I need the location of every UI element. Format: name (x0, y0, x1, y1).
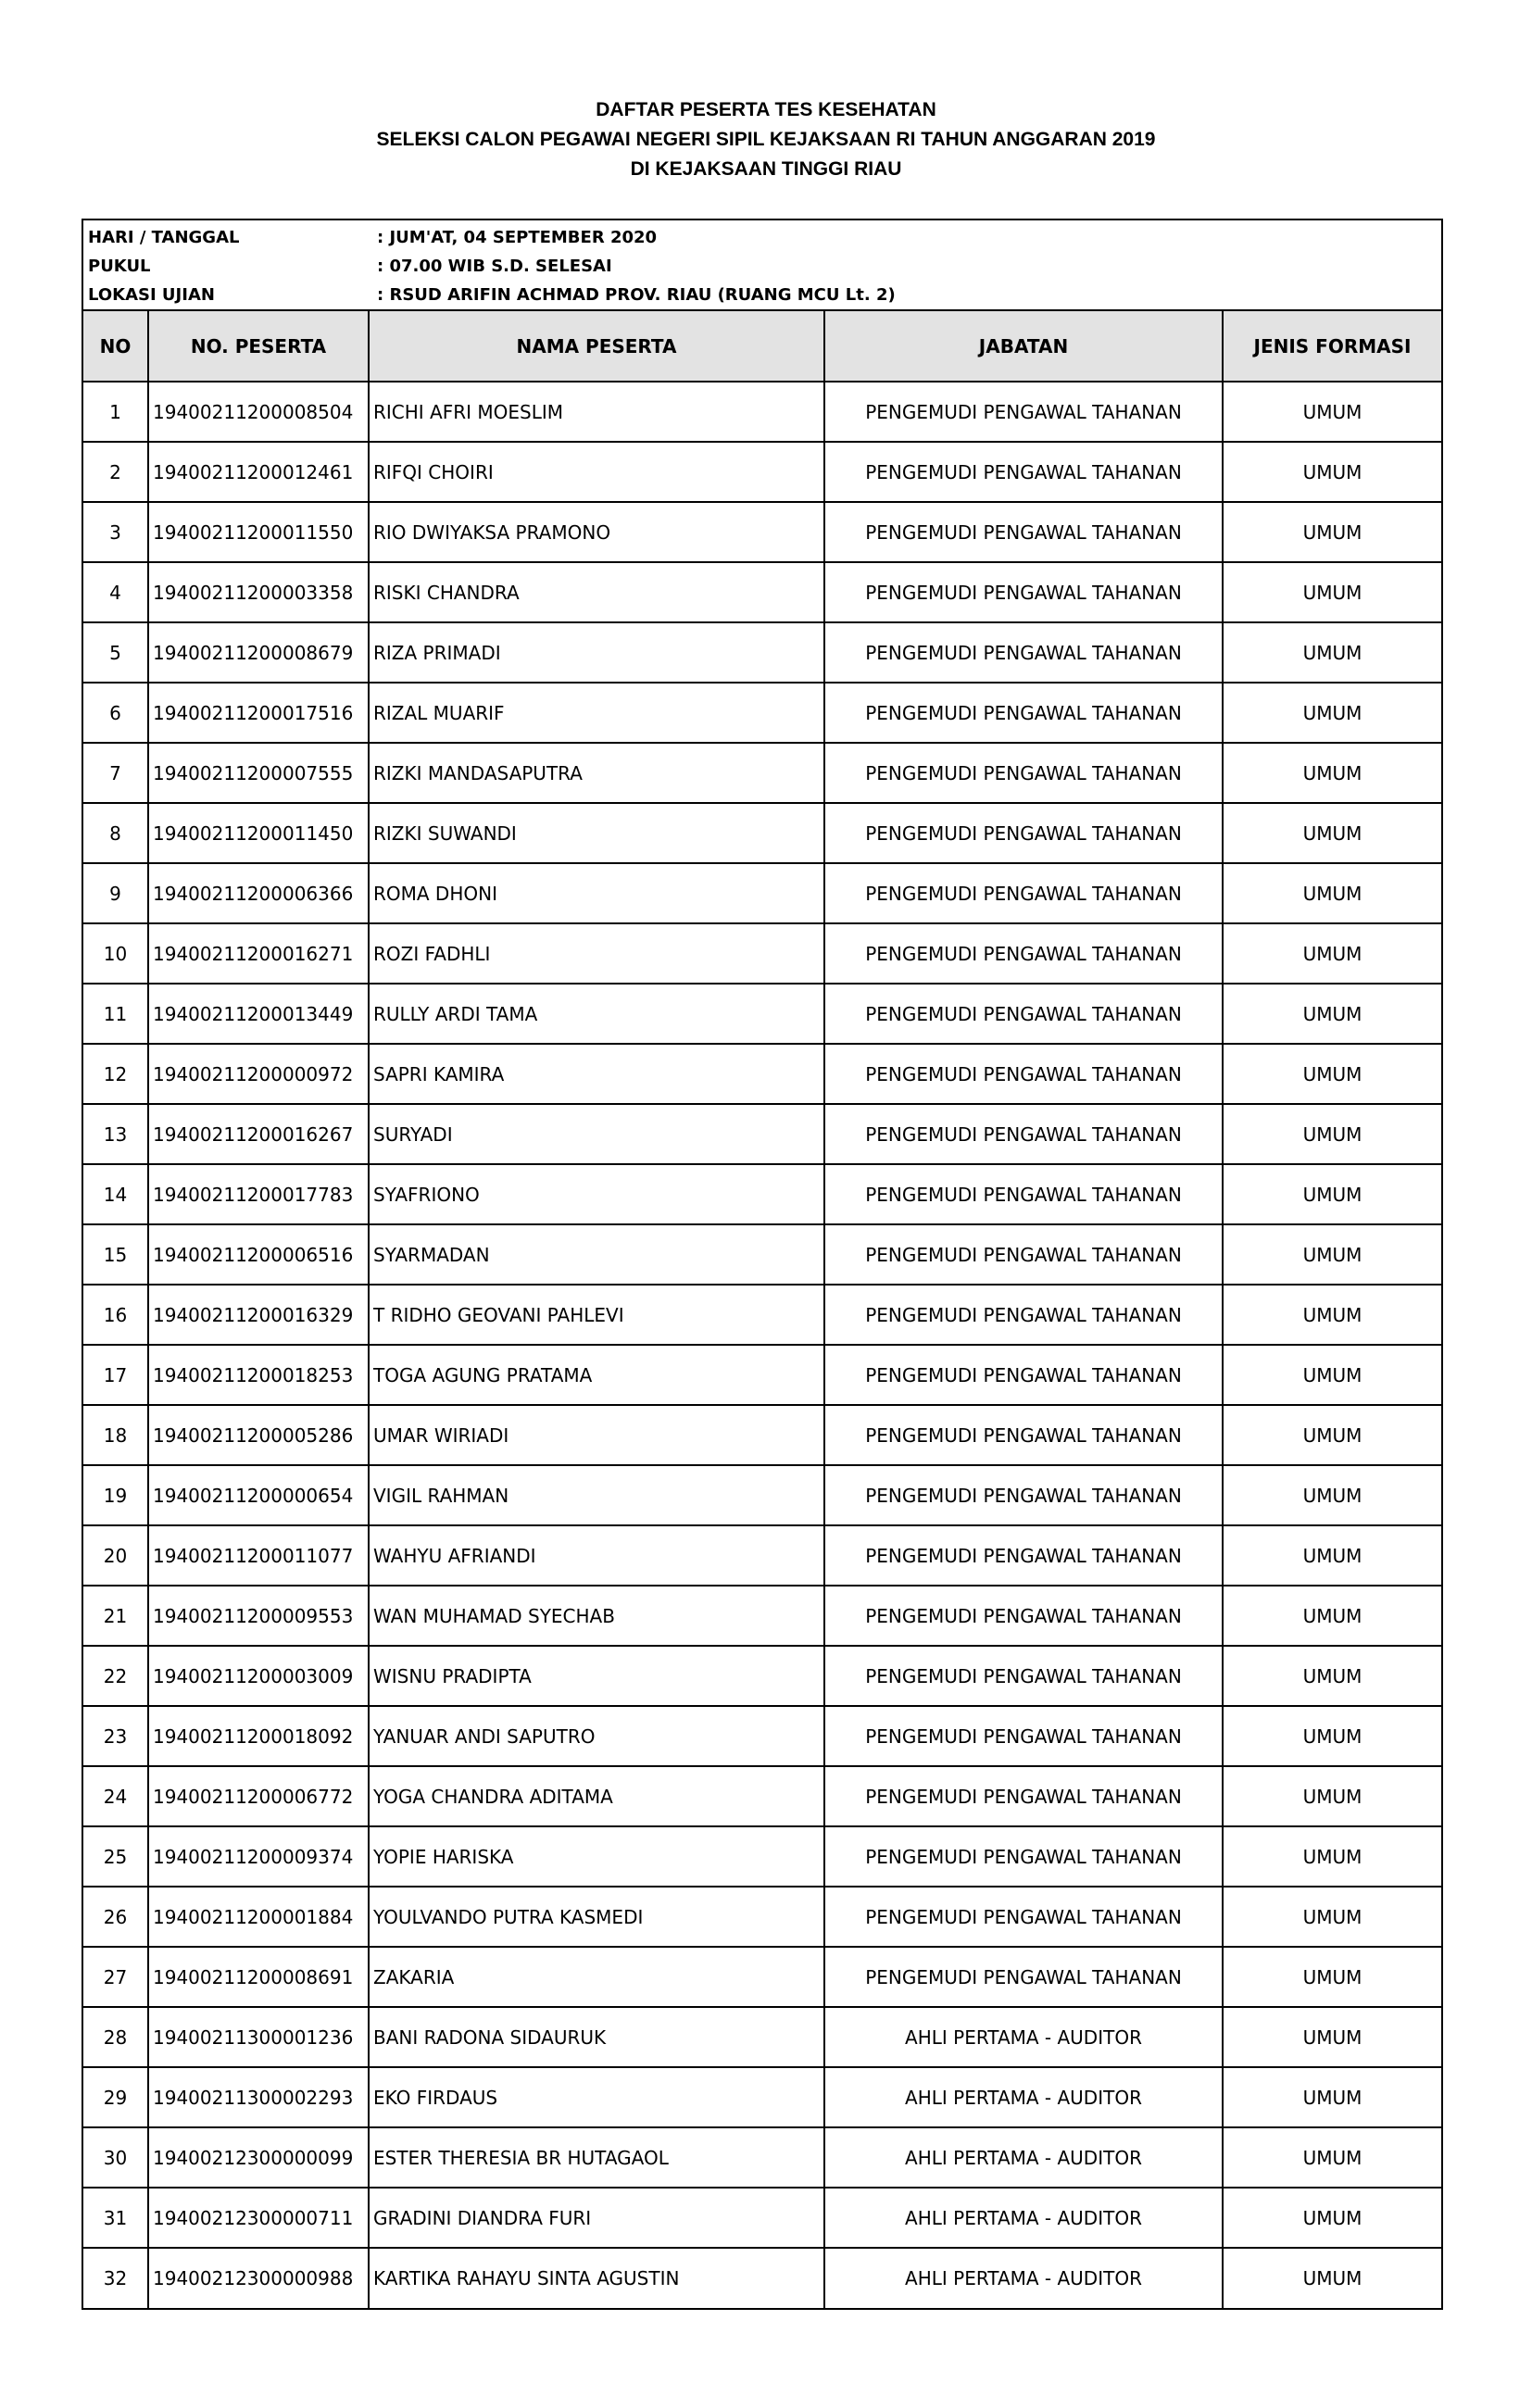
cell-no: 10 (83, 923, 148, 984)
hari-value: : JUM'AT, 04 SEPTEMBER 2020 (377, 228, 658, 247)
cell-nama-peserta: YOGA CHANDRA ADITAMA (369, 1766, 824, 1826)
cell-jabatan: PENGEMUDI PENGAWAL TAHANAN (824, 1766, 1223, 1826)
cell-nama-peserta: RULLY ARDI TAMA (369, 984, 824, 1044)
lokasi-label: LOKASI UJIAN (88, 285, 215, 305)
cell-nama-peserta: RIZKI MANDASAPUTRA (369, 743, 824, 803)
cell-no: 11 (83, 984, 148, 1044)
cell-jabatan: PENGEMUDI PENGAWAL TAHANAN (824, 1525, 1223, 1586)
table-row (83, 1465, 1441, 1525)
cell-no-peserta: 19400211200008504 (148, 382, 369, 442)
cell-no-peserta: 19400211200018253 (148, 1345, 369, 1405)
cell-jabatan: PENGEMUDI PENGAWAL TAHANAN (824, 1044, 1223, 1104)
cell-nama-peserta: YOPIE HARISKA (369, 1826, 824, 1887)
cell-nama-peserta: ROZI FADHLI (369, 923, 824, 984)
table-row (83, 1285, 1441, 1345)
header-jenis-formasi: JENIS FORMASI (1223, 311, 1441, 382)
cell-jabatan: AHLI PERTAMA - AUDITOR (824, 2188, 1223, 2248)
table-row (83, 863, 1441, 923)
cell-jabatan: PENGEMUDI PENGAWAL TAHANAN (824, 1345, 1223, 1405)
info-row-lokasi (83, 281, 1441, 309)
document-title (0, 98, 1532, 187)
participant-sheet (82, 219, 1443, 2310)
table-row (83, 442, 1441, 502)
cell-no: 13 (83, 1104, 148, 1164)
exam-info (83, 220, 1441, 311)
table-header-row (83, 311, 1441, 382)
cell-no-peserta: 19400212300000711 (148, 2188, 369, 2248)
cell-jenis-formasi: UMUM (1223, 1766, 1441, 1826)
info-row-pukul (83, 252, 1441, 281)
cell-nama-peserta: SURYADI (369, 1104, 824, 1164)
cell-no-peserta: 19400211200006366 (148, 863, 369, 923)
cell-no-peserta: 19400211200008691 (148, 1947, 369, 2007)
cell-no-peserta: 19400211200007555 (148, 743, 369, 803)
table-row (83, 2007, 1441, 2067)
header-no: NO (83, 311, 148, 382)
cell-no-peserta: 19400211200008679 (148, 622, 369, 683)
cell-jenis-formasi: UMUM (1223, 1044, 1441, 1104)
cell-jenis-formasi: UMUM (1223, 382, 1441, 442)
cell-jabatan: PENGEMUDI PENGAWAL TAHANAN (824, 863, 1223, 923)
cell-no: 14 (83, 1164, 148, 1224)
cell-nama-peserta: SYARMADAN (369, 1224, 824, 1285)
cell-nama-peserta: YOULVANDO PUTRA KASMEDI (369, 1887, 824, 1947)
table-row (83, 923, 1441, 984)
cell-nama-peserta: RIZA PRIMADI (369, 622, 824, 683)
cell-no: 18 (83, 1405, 148, 1465)
table-row (83, 743, 1441, 803)
cell-nama-peserta: RIZAL MUARIF (369, 683, 824, 743)
pukul-label: PUKUL (88, 257, 151, 276)
pukul-value: : 07.00 WIB S.D. SELESAI (377, 257, 612, 276)
cell-jenis-formasi: UMUM (1223, 923, 1441, 984)
cell-no-peserta: 19400212300000988 (148, 2248, 369, 2308)
table-row (83, 562, 1441, 622)
cell-nama-peserta: EKO FIRDAUS (369, 2067, 824, 2127)
cell-no: 9 (83, 863, 148, 923)
cell-no-peserta: 19400211200009374 (148, 1826, 369, 1887)
table-row (83, 1887, 1441, 1947)
cell-jabatan: PENGEMUDI PENGAWAL TAHANAN (824, 442, 1223, 502)
table-row (83, 1405, 1441, 1465)
title-line-3: DI KEJAKSAAN TINGGI RIAU (630, 158, 902, 180)
cell-no-peserta: 19400211200017783 (148, 1164, 369, 1224)
hari-label: HARI / TANGGAL (88, 228, 240, 247)
title-line-2: SELEKSI CALON PEGAWAI NEGERI SIPIL KEJAKSAAN RI TAHUN ANGGARAN 2019 (376, 129, 1156, 150)
cell-no: 20 (83, 1525, 148, 1586)
table-row (83, 2067, 1441, 2127)
cell-no: 7 (83, 743, 148, 803)
cell-nama-peserta: UMAR WIRIADI (369, 1405, 824, 1465)
cell-jabatan: PENGEMUDI PENGAWAL TAHANAN (824, 1465, 1223, 1525)
cell-nama-peserta: KARTIKA RAHAYU SINTA AGUSTIN (369, 2248, 824, 2308)
cell-jabatan: AHLI PERTAMA - AUDITOR (824, 2248, 1223, 2308)
cell-no: 21 (83, 1586, 148, 1646)
table-row (83, 1164, 1441, 1224)
table-row (83, 1345, 1441, 1405)
cell-jabatan: PENGEMUDI PENGAWAL TAHANAN (824, 803, 1223, 863)
cell-jabatan: PENGEMUDI PENGAWAL TAHANAN (824, 743, 1223, 803)
cell-no-peserta: 19400211200011550 (148, 502, 369, 562)
cell-no-peserta: 19400211300002293 (148, 2067, 369, 2127)
lokasi-value: : RSUD ARIFIN ACHMAD PROV. RIAU (RUANG MCU Lt. 2) (377, 285, 896, 305)
cell-jenis-formasi: UMUM (1223, 1887, 1441, 1947)
cell-jenis-formasi: UMUM (1223, 1345, 1441, 1405)
cell-jenis-formasi: UMUM (1223, 1164, 1441, 1224)
cell-jabatan: PENGEMUDI PENGAWAL TAHANAN (824, 1586, 1223, 1646)
table-row (83, 1224, 1441, 1285)
cell-no: 25 (83, 1826, 148, 1887)
cell-no: 24 (83, 1766, 148, 1826)
cell-no-peserta: 19400211200016329 (148, 1285, 369, 1345)
table-row (83, 1706, 1441, 1766)
cell-no: 28 (83, 2007, 148, 2067)
table-row (83, 2248, 1441, 2308)
title-line-1: DAFTAR PESERTA TES KESEHATAN (596, 99, 936, 120)
cell-no-peserta: 19400211200009553 (148, 1586, 369, 1646)
cell-no: 15 (83, 1224, 148, 1285)
table-row (83, 2127, 1441, 2188)
cell-jabatan: AHLI PERTAMA - AUDITOR (824, 2127, 1223, 2188)
cell-jenis-formasi: UMUM (1302, 2267, 1362, 2289)
cell-no: 6 (83, 683, 148, 743)
cell-nama-peserta: RIZKI SUWANDI (369, 803, 824, 863)
cell-nama-peserta: RICHI AFRI MOESLIM (369, 382, 824, 442)
cell-no-peserta: 19400211300001236 (148, 2007, 369, 2067)
cell-jenis-formasi: UMUM (1223, 1465, 1441, 1525)
table-row (83, 2188, 1441, 2248)
cell-no: 3 (83, 502, 148, 562)
cell-jenis-formasi: UMUM (1223, 683, 1441, 743)
header-jabatan: JABATAN (824, 311, 1223, 382)
cell-jenis-formasi: UMUM (1223, 2127, 1441, 2188)
info-row-hari (83, 223, 1441, 252)
cell-no-peserta: 19400212300000099 (148, 2127, 369, 2188)
cell-jenis-formasi: UMUM (1223, 562, 1441, 622)
cell-no-peserta: 19400211200016271 (148, 923, 369, 984)
cell-jabatan: PENGEMUDI PENGAWAL TAHANAN (824, 1887, 1223, 1947)
cell-jenis-formasi: UMUM (1223, 1706, 1441, 1766)
cell-jabatan: AHLI PERTAMA - AUDITOR (824, 2067, 1223, 2127)
cell-no-peserta: 19400211200003358 (148, 562, 369, 622)
table-row (83, 1646, 1441, 1706)
cell-jenis-formasi: UMUM (1223, 1285, 1441, 1345)
cell-jenis-formasi: UMUM (1223, 2188, 1441, 2248)
cell-no: 1 (83, 382, 148, 442)
cell-no: 16 (83, 1285, 148, 1345)
cell-nama-peserta: ROMA DHONI (369, 863, 824, 923)
cell-no: 8 (83, 803, 148, 863)
cell-jenis-formasi: UMUM (1223, 622, 1441, 683)
cell-no-peserta: 19400211200006516 (148, 1224, 369, 1285)
cell-jenis-formasi: UMUM (1223, 2067, 1441, 2127)
table-row (83, 1104, 1441, 1164)
cell-no-peserta: 19400211200012461 (148, 442, 369, 502)
table-row (83, 1826, 1441, 1887)
cell-jenis-formasi: UMUM (1223, 1104, 1441, 1164)
cell-jabatan: PENGEMUDI PENGAWAL TAHANAN (824, 683, 1223, 743)
cell-no-peserta: 19400211200017516 (148, 683, 369, 743)
cell-jabatan: PENGEMUDI PENGAWAL TAHANAN (824, 984, 1223, 1044)
cell-nama-peserta: ZAKARIA (369, 1947, 824, 2007)
table-row (83, 1044, 1441, 1104)
cell-jenis-formasi: UMUM (1223, 2007, 1441, 2067)
cell-no: 4 (83, 562, 148, 622)
table-row (83, 382, 1441, 442)
cell-no: 31 (83, 2188, 148, 2248)
cell-no-peserta: 19400211200011450 (148, 803, 369, 863)
cell-no-peserta: 19400211200018092 (148, 1706, 369, 1766)
cell-no: 29 (83, 2067, 148, 2127)
table-row (83, 803, 1441, 863)
cell-jabatan: PENGEMUDI PENGAWAL TAHANAN (824, 1405, 1223, 1465)
cell-jabatan: PENGEMUDI PENGAWAL TAHANAN (824, 923, 1223, 984)
cell-jabatan: PENGEMUDI PENGAWAL TAHANAN (824, 1706, 1223, 1766)
cell-jabatan: PENGEMUDI PENGAWAL TAHANAN (824, 502, 1223, 562)
cell-nama-peserta: ESTER THERESIA BR HUTAGAOL (369, 2127, 824, 2188)
cell-jenis-formasi: UMUM (1223, 1405, 1441, 1465)
cell-no: 22 (83, 1646, 148, 1706)
cell-no: 26 (83, 1887, 148, 1947)
header-no-peserta: NO. PESERTA (148, 311, 369, 382)
cell-jenis-formasi: UMUM (1223, 1947, 1441, 2007)
cell-nama-peserta: SAPRI KAMIRA (369, 1044, 824, 1104)
cell-jenis-formasi: UMUM (1223, 442, 1441, 502)
cell-jabatan: PENGEMUDI PENGAWAL TAHANAN (824, 562, 1223, 622)
cell-nama-peserta: GRADINI DIANDRA FURI (369, 2188, 824, 2248)
table-row (83, 622, 1441, 683)
cell-no: 19 (83, 1465, 148, 1525)
cell-nama-peserta: T RIDHO GEOVANI PAHLEVI (369, 1285, 824, 1345)
cell-no: 5 (83, 622, 148, 683)
cell-nama-peserta: WISNU PRADIPTA (369, 1646, 824, 1706)
cell-no: 12 (83, 1044, 148, 1104)
cell-nama-peserta: RIFQI CHOIRI (369, 442, 824, 502)
table-body (83, 382, 1441, 2308)
cell-jabatan: PENGEMUDI PENGAWAL TAHANAN (824, 1285, 1223, 1345)
cell-jenis-formasi: UMUM (1223, 743, 1441, 803)
cell-jenis-formasi: UMUM (1223, 1826, 1441, 1887)
cell-jabatan: PENGEMUDI PENGAWAL TAHANAN (824, 1646, 1223, 1706)
table-row (83, 1525, 1441, 1586)
cell-no-peserta: 19400211200000972 (148, 1044, 369, 1104)
table-row (83, 1766, 1441, 1826)
cell-jenis-formasi: UMUM (1223, 984, 1441, 1044)
cell-jenis-formasi: UMUM (1223, 502, 1441, 562)
cell-no: 32 (83, 2248, 148, 2308)
cell-jabatan: PENGEMUDI PENGAWAL TAHANAN (824, 622, 1223, 683)
header-nama-peserta: NAMA PESERTA (369, 311, 824, 382)
cell-no-peserta: 19400211200013449 (148, 984, 369, 1044)
cell-nama-peserta: VIGIL RAHMAN (369, 1465, 824, 1525)
cell-nama-peserta: WAHYU AFRIANDI (369, 1525, 824, 1586)
table-row (83, 1947, 1441, 2007)
cell-no-peserta: 19400211200001884 (148, 1887, 369, 1947)
table-row (83, 502, 1441, 562)
cell-nama-peserta: SYAFRIONO (369, 1164, 824, 1224)
cell-no: 30 (83, 2127, 148, 2188)
cell-jenis-formasi: UMUM (1223, 1646, 1441, 1706)
cell-jenis-formasi: UMUM (1223, 863, 1441, 923)
cell-jabatan: PENGEMUDI PENGAWAL TAHANAN (824, 1947, 1223, 2007)
cell-no-peserta: 19400211200006772 (148, 1766, 369, 1826)
cell-no-peserta: 19400211200005286 (148, 1405, 369, 1465)
table-row (83, 984, 1441, 1044)
cell-jenis-formasi: UMUM (1223, 1224, 1441, 1285)
cell-no-peserta: 19400211200016267 (148, 1104, 369, 1164)
cell-jabatan: PENGEMUDI PENGAWAL TAHANAN (824, 1224, 1223, 1285)
cell-jabatan: PENGEMUDI PENGAWAL TAHANAN (824, 1164, 1223, 1224)
cell-jabatan: PENGEMUDI PENGAWAL TAHANAN (824, 1826, 1223, 1887)
participant-table (83, 311, 1441, 2308)
table-row (83, 683, 1441, 743)
cell-jabatan: PENGEMUDI PENGAWAL TAHANAN (824, 382, 1223, 442)
cell-jenis-formasi: UMUM (1223, 1525, 1441, 1586)
cell-no: 2 (83, 442, 148, 502)
cell-jabatan: PENGEMUDI PENGAWAL TAHANAN (824, 1104, 1223, 1164)
cell-nama-peserta: BANI RADONA SIDAURUK (369, 2007, 824, 2067)
cell-nama-peserta: RIO DWIYAKSA PRAMONO (369, 502, 824, 562)
cell-jenis-formasi: UMUM (1223, 1586, 1441, 1646)
cell-no: 27 (83, 1947, 148, 2007)
cell-nama-peserta: YANUAR ANDI SAPUTRO (369, 1706, 824, 1766)
cell-jabatan: AHLI PERTAMA - AUDITOR (824, 2007, 1223, 2067)
cell-no-peserta: 19400211200011077 (148, 1525, 369, 1586)
cell-nama-peserta: TOGA AGUNG PRATAMA (369, 1345, 824, 1405)
cell-no: 23 (83, 1706, 148, 1766)
cell-jenis-formasi: UMUM (1223, 803, 1441, 863)
table-row (83, 1586, 1441, 1646)
cell-no-peserta: 19400211200000654 (148, 1465, 369, 1525)
cell-no-peserta: 19400211200003009 (148, 1646, 369, 1706)
cell-nama-peserta: RISKI CHANDRA (369, 562, 824, 622)
cell-no: 17 (83, 1345, 148, 1405)
cell-nama-peserta: WAN MUHAMAD SYECHAB (369, 1586, 824, 1646)
